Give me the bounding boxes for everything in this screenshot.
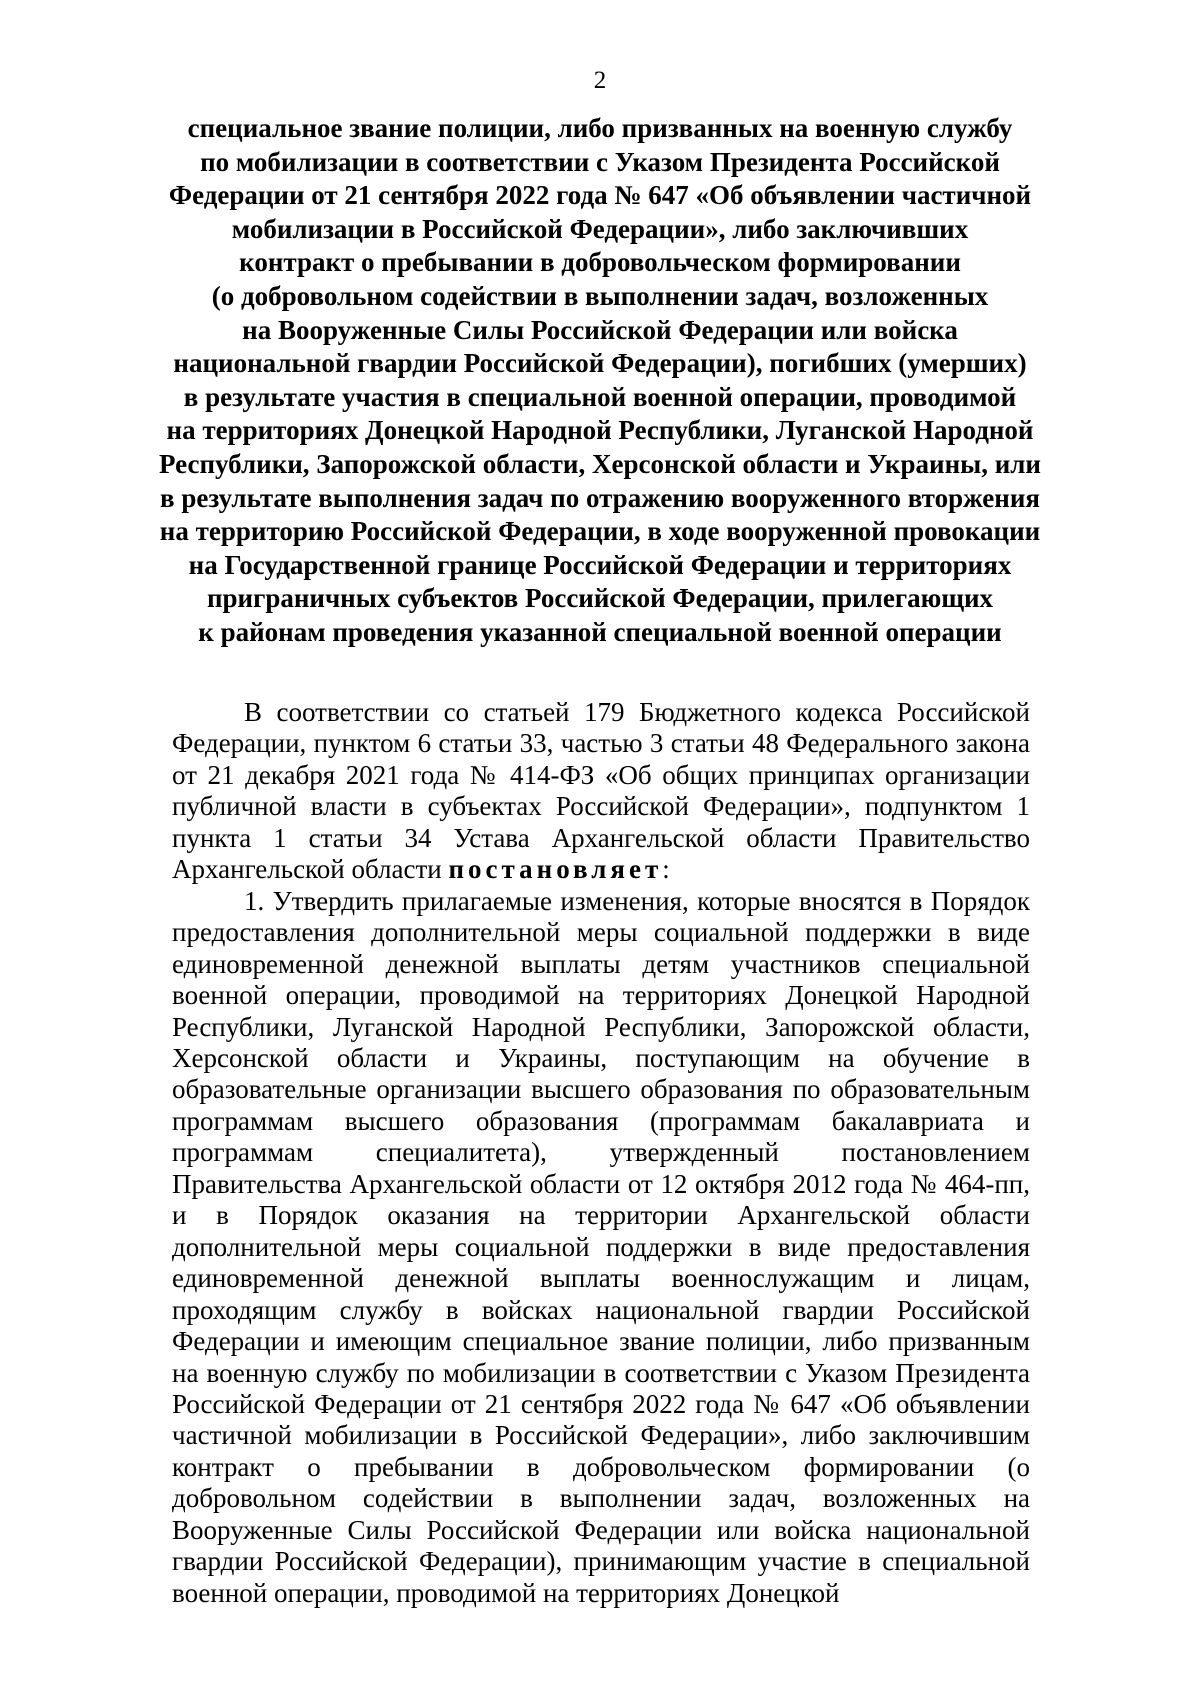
title-line: в результате выполнения задач по отражению вооруженного вторжения bbox=[159, 482, 1041, 513]
title-line: на Вооруженные Силы Российской Федерации или войска bbox=[242, 314, 958, 345]
page-number: 2 bbox=[593, 67, 607, 94]
title-line: национальной гвардии Российской Федерации), погибших (умерших) bbox=[173, 348, 1027, 379]
title-line: мобилизации в Российской Федерации», либо заключивших bbox=[231, 213, 969, 244]
title-line: Федерации от 21 сентября 2022 года № 647 «Об объявлении частичной bbox=[168, 180, 1032, 211]
title-line: приграничных субъектов Российской Федерации, прилегающих bbox=[206, 583, 994, 614]
title-line: по мобилизации в соответствии с Указом Президента Российской bbox=[200, 146, 1000, 177]
title-line: контракт о пребывании в добровольческом формировании bbox=[239, 247, 961, 278]
title-line: на территориях Донецкой Народной Республики, Луганской Народной bbox=[166, 415, 1034, 446]
decree-keyword: постановляет bbox=[448, 854, 663, 885]
title-line: Республики, Запорожской области, Херсонской области и Украины, или bbox=[159, 448, 1041, 479]
title-line: в результате участия в специальной военной операции, проводимой bbox=[183, 381, 1017, 412]
clause-1-paragraph: 1. Утвердить прилагаемые изменения, которые вносятся в Порядок предоставления дополнительной меры социальной поддержки в виде единовременной денежной выплаты детям участников специальной военной операции, проводимой на территориях Донецкой Народной Республики, Луганской Народной Республики, Запорожской области, Херсонской области и Украины, поступающим на обучение в образовательные организации высшего образования по образовательным программам высшего образования (программам бакалавриата и программам специалитета), утвержденный постановлением Правительства Архангельской области от 12 октября 2012 года № 464-пп, и в Порядок оказания на территории Архангельской области дополнительной меры социальной поддержки в виде предоставления единовременной денежной выплаты военнослужащим и лицам, проходящим службу в войсках национальной гвардии Российской Федерации и имеющим специальное звание полиции, либо призванным на военную службу по мобилизации в соответствии с Указом Президента Российской Федерации от 21 сентября 2022 года № 647 «Об объявлении частичной мобилизации в Российской Федерации», либо заключившим контракт о пребывании в добровольческом формировании (о добровольном содействии в выполнении задач, возложенных на Вооруженные Силы Российской Федерации или войска национальной гвардии Российской Федерации), принимающим участие в специальной военной операции, проводимой на территориях Донецкой bbox=[172, 885, 1030, 1608]
document-title bbox=[150, 112, 1050, 650]
title-line: (о добровольном содействии в выполнении задач, возложенных bbox=[211, 280, 989, 311]
document-body bbox=[172, 697, 1030, 1609]
preamble-text: В соответствии со статьей 179 Бюджетного кодекса Российской Федерации, пунктом 6 статьи 33, частью 3 статьи 48 Федерального закона от 21 декабря 2021 года № 414-ФЗ «Об общих принципах организации публичной власти в субъектах Российской Федерации», подпунктом 1 пункта 1 статьи 34 Устава Архангельской области Правительство Архангельской области bbox=[172, 697, 1030, 885]
title-line: к районам проведения указанной специальной военной операции bbox=[198, 616, 1002, 647]
preamble-paragraph bbox=[172, 697, 1030, 886]
title-line: на Государственной границе Российской Федерации и территориях bbox=[188, 549, 1012, 580]
title-line: на территорию Российской Федерации, в ходе вооруженной провокации bbox=[159, 516, 1041, 547]
preamble-colon: : bbox=[662, 854, 670, 885]
title-line: специальное звание полиции, либо призванных на военную службу bbox=[187, 113, 1013, 143]
